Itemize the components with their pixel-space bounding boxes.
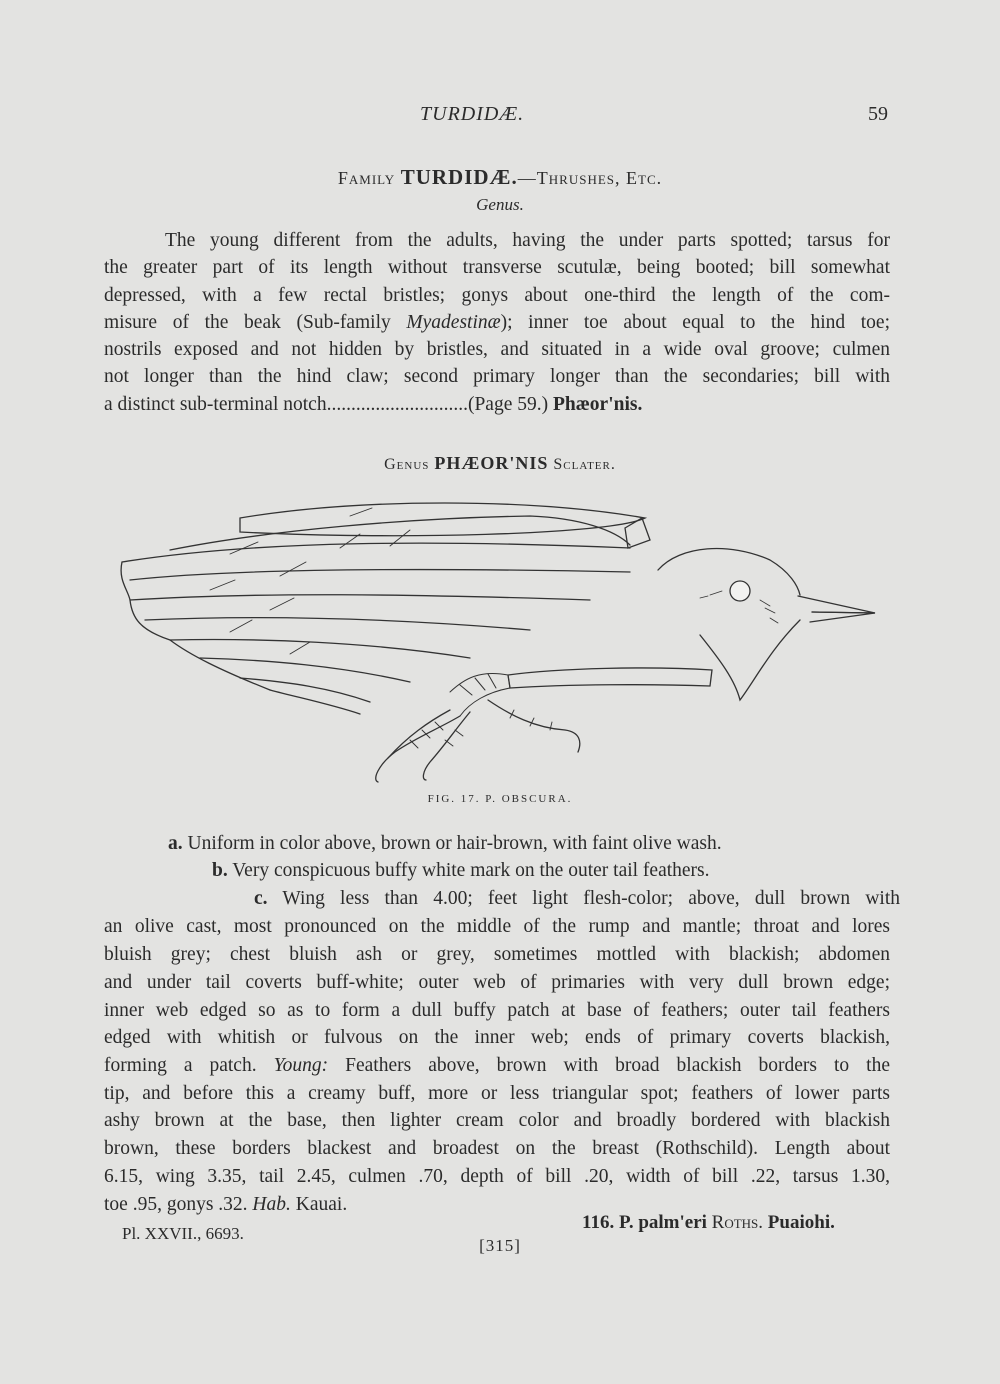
key-letter: a.	[168, 833, 183, 854]
description-line: brown, these borders blackest and broadest on the breast (Rothschild). Length about	[104, 1138, 890, 1159]
wing-primary-feather	[130, 570, 630, 580]
wing-primary-feather	[170, 640, 470, 658]
description-text: Kauai.	[290, 1194, 348, 1215]
description-line: 6.15, wing 3.35, tail 2.45, culmen .70, depth of bill .20, width of bill .22, tarsus 1.30,	[104, 1166, 890, 1187]
species-entry	[582, 1212, 835, 1234]
genus-label: Genus.	[476, 195, 524, 214]
description-line: tip, and before this a creamy buff, more or less triangular spot; feathers of lower parts	[104, 1083, 890, 1104]
key-text: Uniform in color above, brown or hair-brown, with faint olive wash.	[182, 833, 722, 854]
description-text: toe .95, gonys .32.	[104, 1194, 253, 1215]
genus-key-text: misure of the beak (Sub-family	[104, 312, 407, 333]
description-line	[104, 1052, 890, 1080]
description-line: an olive cast, most pronounced on the middle of the rump and mantle; throat and lores	[104, 916, 890, 937]
genus-key-line: not longer than the hind claw; second primary longer than the secondaries; bill with	[104, 366, 890, 387]
front-toe	[488, 700, 580, 752]
wing-primary-feather	[130, 595, 590, 600]
family-heading-name: TURDIDÆ.	[400, 165, 518, 189]
description-line: bluish grey; chest bluish ash or grey, sometimes mottled with blackish; abdomen	[104, 944, 890, 965]
bird-head-outline	[658, 549, 800, 595]
genus-heading-suffix: Sclater.	[548, 456, 616, 473]
page-number: 59	[868, 103, 888, 125]
genus-key-line: nostrils exposed and not hidden by bristles, and situated in a wide oval groove; culmen	[104, 339, 890, 360]
bird-wing-leg-illustration	[110, 490, 890, 790]
genus-key-line: The young different from the adults, having the under parts spotted; tarsus for	[165, 230, 890, 251]
key-text: Very conspicuous buffy white mark on the outer tail feathers.	[227, 860, 710, 881]
wing-primary-feather	[200, 658, 410, 682]
species-author: Roths.	[711, 1212, 764, 1233]
wing-feather-edge	[121, 562, 270, 690]
bird-throat-outline	[700, 620, 800, 700]
family-heading-prefix: Family	[337, 168, 401, 188]
bird-eye	[730, 581, 750, 601]
species-key-c	[254, 885, 900, 913]
species-name: P. palm'eri	[614, 1212, 712, 1233]
genus-name-bold: Phæor'nis.	[552, 394, 643, 415]
genus-key-line	[104, 391, 890, 419]
genus-key-line: depressed, with a few rectal bristles; gonys about one-third the length of the com-	[104, 285, 890, 306]
running-head: TURDIDÆ.	[420, 103, 525, 125]
description-text: forming a patch.	[104, 1055, 274, 1076]
family-heading	[0, 165, 1000, 190]
key-letter: b.	[212, 860, 228, 881]
genus-key-line	[104, 309, 890, 337]
genus-key-text: ); inner toe about equal to the hind toe;	[500, 312, 890, 333]
wing-primary-feather	[270, 690, 360, 714]
genus-heading	[0, 453, 1000, 474]
bird-bill-lower	[810, 612, 875, 622]
family-heading-suffix: —Thrushes, Etc.	[517, 168, 663, 188]
species-key-a	[168, 833, 722, 855]
species-key-b	[212, 860, 710, 882]
description-line: inner web edged so as to form a dull buffy patch at base of feathers; outer tail feathers	[104, 1000, 890, 1021]
genus-key-text: a distinct sub-terminal notch.............................(Page 59.)	[104, 394, 553, 415]
key-letter: c.	[254, 888, 268, 909]
tarsus-leg	[508, 668, 712, 688]
bird-bill-upper	[798, 596, 875, 613]
description-line: ashy brown at the base, then lighter cream color and broadly bordered with blackish	[104, 1110, 890, 1131]
toe-scale-marks	[410, 710, 552, 748]
wing-primary-feather	[145, 618, 530, 630]
genus-key-line: the greater part of its length without transverse scutulæ, being booted; bill somewhat	[104, 257, 890, 278]
key-text: Wing less than 4.00; feet light flesh-color; above, dull brown with	[267, 888, 900, 909]
genus-heading-name: PHÆOR'NIS	[434, 453, 549, 473]
habitat-label: Hab.	[252, 1194, 291, 1215]
description-line: and under tail coverts buff-white; outer web of primaries with very dull brown edge;	[104, 972, 890, 993]
figure-caption: FIG. 17. P. OBSCURA.	[427, 793, 573, 805]
genus-heading-prefix: Genus	[384, 456, 435, 473]
wing-primary-feather	[122, 543, 630, 562]
description-text: Feathers above, brown with broad blackish borders to the	[328, 1055, 890, 1076]
tarsus-leg-scales	[450, 674, 510, 716]
young-label: Young:	[273, 1055, 329, 1076]
plate-reference: Pl. XXVII., 6693.	[122, 1224, 244, 1243]
description-line: edged with whitish or fulvous on the inner web; ends of primary coverts blackish,	[104, 1027, 890, 1048]
species-common-name: Puaiohi.	[763, 1212, 835, 1233]
species-number: 116.	[582, 1212, 615, 1233]
page-footer: [315]	[479, 1236, 521, 1255]
subfamily-name: Myadestinæ	[406, 312, 501, 333]
hind-toe	[376, 716, 460, 782]
